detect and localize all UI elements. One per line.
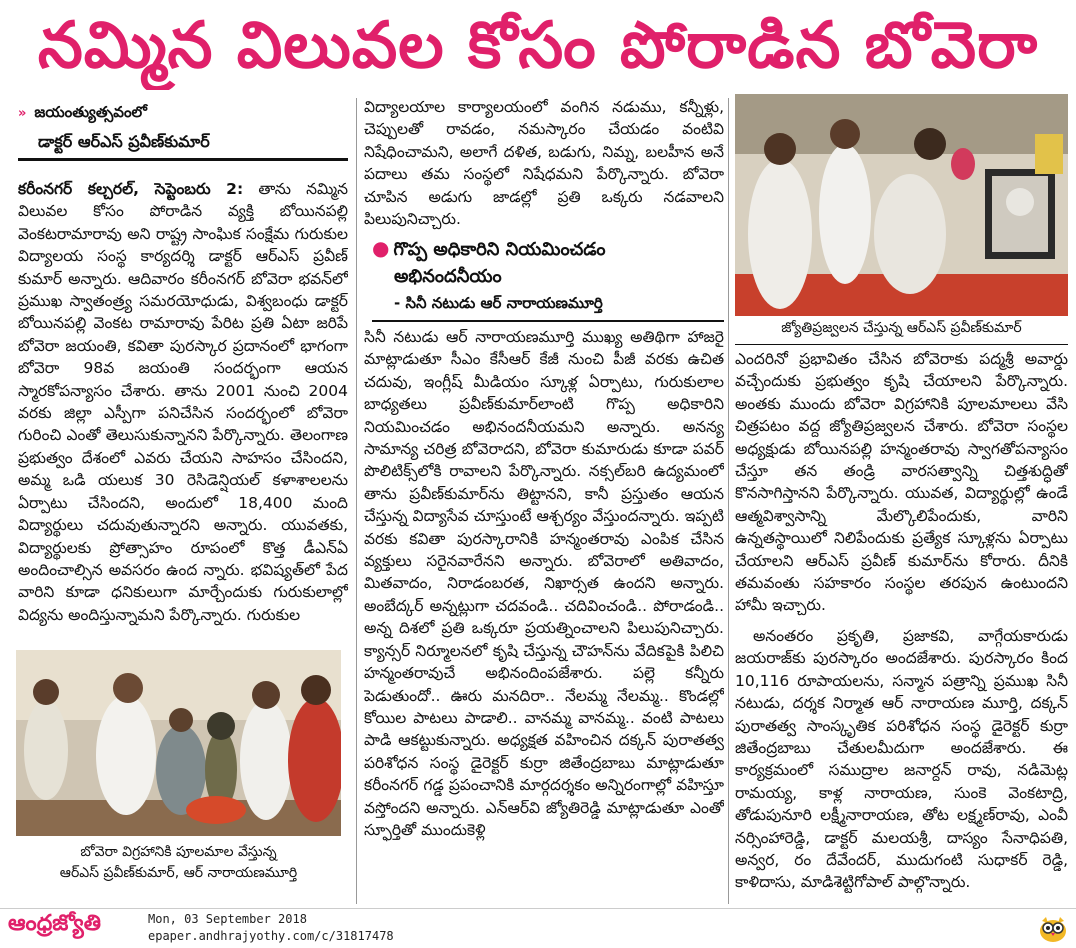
photo-2-caption: జ్యోతిప్రజ్వలన చేస్తున్న ఆర్ఎస్ ప్రవీణ్‌కుమార్ [781,320,1022,336]
article-column-1 [18,178,348,640]
bullet-icon: ● [372,236,390,260]
column-1-body: తాను నమ్మిన విలువల కోసం పోరాడిన వ్యక్తి బోయినపల్లి వెంకటరామారావు అని రాష్ట్ర సాంఘిక సంక్షేమ గురుకుల విద్యాలయ సంస్థ కార్యదర్శి డాక్టర్ ఆర్ఎస్ ప్రవీణ్ కుమార్ అన్నారు. ఆదివారం కరీంనగర్ బోవెరా భవన్‌లో ప్రముఖ స్వాతంత్ర్య సమరయోధుడు, విశ్వబంధు డాక్టర్ బోయినపల్లి వెంకట రామారావు పేరిట ప్రతి ఏటా జరిపే బోవెరా జయంతి, కవితా పురస్కార ప్రదానంలో భాగంగా బోవెరా 98వ జయంతి సందర్భంగా ఆయన స్మారకోపన్యాసం చేశారు. తాను 2001 నుంచి 2004 వరకు జిల్లా ఎస్పీగా పనిచేసిన సందర్భంలో బోవెరా గురించి ఎంతో తెలుసుకున్నానని పేర్కొన్నారు. తెలంగాణ ప్రభుత్వం దేశంలో ఎవరు చేయని సాహసం చేసిందని, అమ్మ ఒడి యలుక 30 రెసిడెన్షియల్ కళాశాలలను ఏర్పాటు చేసిందని, అందులో 18,400 మంది విద్యార్థులు చదువుతున్నారని అన్నారు. యువతకు, విద్యార్థులకు ప్రోత్సాహం రూపంలో కొత్త డీఎన్ఏ అందించాల్సిన అవసరం ఉంద న్నారు. భవిష్యత్‌లో పేద వారిని కూడా ధనికులుగా మార్చేందుకు గురుకులాల్లో విద్యను అందిస్తున్నామని పేర్కొన్నారు. గురుకుల [18,180,348,624]
owl-icon[interactable] [1038,915,1068,943]
dateline: కరీంనగర్ కల్చరల్, సెప్టెంబరు 2: [18,180,244,198]
photo-lamp-lighting-image [735,94,1068,316]
article-column-2-top [364,96,724,232]
column-2-top-text: విద్యాలయాల కార్యాలయంలో వంగిన నడుము, కన్నీళ్లు, చెప్పులతో రావడం, నమస్కారం చేయడం వంటివి నిషేధించామని, అలాగే దళిత, బడుగు, నిమ్న, బలహీన అనే పదాలు తమ సంస్థలో నిషేధమని పేర్కొన్నారు. బోవెరా చూపిన అడుగు జాడల్లో ప్రతి ఒక్కరు నడవాలని పిలుపునిచ్చారు. [364,98,724,229]
kicker-text: జయంత్యుత్సవంలో [34,103,147,121]
footer [0,908,1076,948]
subhead-line-1 [372,236,605,264]
divider [18,158,348,161]
subhead-1-text: గొప్ప అధికారిని నియమించడం [393,239,606,260]
column-divider [728,98,729,904]
divider [372,320,724,322]
article-column-3 [735,348,1068,904]
double-chevron-icon: » [18,106,27,121]
kicker [18,103,147,125]
column-1-text [18,178,348,626]
photo-1-caption-line-2: ఆర్ఎస్ ప్రవీణ్‌కుమార్, ఆర్ నారాయణమూర్తి [59,865,298,881]
subhead-line-2: అభినందనీయం [394,266,502,287]
photo-1-caption-line-1: బోవెరా విగ్రహానికి పూలమాల వేస్తున్న [80,844,277,860]
photo-1-caption [16,842,341,884]
column-3-paragraph-1: ఎందరినో ప్రభావితం చేసిన బోవెరాకు పద్మశ్రీ అవార్డు వచ్చేందుకు ప్రభుత్వం కృషి చేయాలని పేర్కొన్నారు. అంతకు ముందు బోవెరా విగ్రహానికి పూలమాలలు వేసి చిత్రపటం వద్ద జ్యోతిప్రజ్వలన చేశారు. బోవెరా సంస్థల అధ్యక్షుడు బోయినపల్లి హన్మంతరావు స్వాగతోపన్యాసం చేస్తూ తన తండ్రి వారసత్వాన్ని చిత్తశుద్ధితో కొనసాగిస్తానని పేర్కొన్నారు. యువత, విద్యార్థుల్లో ఉండే ఆత్మవిశ్వాసాన్ని మేల్కొలిపేందుకు, వారిని ఉన్నతస్థాయిలో నిలిపేందుకు ప్రత్యేక స్కూళ్లను ఏర్పాటు చేయాలని ఆర్ఎస్ ప్రవీణ్ కుమార్‌ను కోరారు. దీనికి తమవంతు సహకారం సంస్థల తరపున ఉంటుందని హామీ ఇచ్చారు. [735,350,1068,615]
column-3-paragraph-2: అనంతరం ప్రకృతి, ప్రజాకవి, వాగ్గేయకారుడు జయరాజ్‌కు పురస్కారం అందజేశారు. పురస్కారం కింద 10,116 రూపాయలను, సన్మాన పత్రాన్ని ప్రముఖ సినీ నటుడు, దర్శక నిర్మాత ఆర్ నారాయణ మూర్తి, దక్కన్ పురాతత్వ సాంస్కృతిక పరిశోధన సంస్థ డైరెక్టర్ కుర్రా జితేంద్రబాబు చేతులమీదుగా అందజేశారు. ఈ కార్యక్రమంలో సముద్రాల జనార్దన్ రావు, నడిమెట్ల రామయ్య, కాళ్ల నారాయణ, సుంకె వెంకటాద్రి, తోడుపునూరి లక్ష్మీనారాయణ, తోట లక్ష్మణ్‌రావు, ఎంవీ నర్సింహారెడ్డి, డాక్టర్ మలయశ్రీ, దాస్యం సేనాధిపతి, అన్వర, రం దేవేందర్, ముదుగంటి సుధాకర్ రెడ్డి, కాళిదాసు, మాడిశెట్టిగోపాల్ పాల్గొన్నారు. [735,626,1068,892]
article-column-2 [364,326,724,906]
subhead-attribution: - సినీ నటుడు ఆర్ నారాయణమూర్తి [394,294,603,312]
epaper-link[interactable]: epaper.andhrajyothy.com/c/31817478 [148,929,394,943]
byline: డాక్టర్ ఆర్ఎస్ ప్రవీణ్‌కుమార్ [38,132,210,151]
publication-logo: ఆంధ్రజ్యోతి [8,911,101,936]
edition-date: Mon, 03 September 2018 [148,912,307,926]
column-2-body: సినీ నటుడు ఆర్ నారాయణమూర్తి ముఖ్య అతిథిగా హాజరై మాట్లాడుతూ సీఎం కేసీఆర్ కేజీ నుంచి పీజీ వరకు ఉచిత చదువు, ఇంగ్లీష్ మీడియం స్కూళ్ల ఏర్పాటు, గురుకులాల బాధ్యతలు ప్రవీణ్‌కుమార్‌లాంటి గొప్ప అధికారిని నియమించడం అభినందనీయమని అన్నారు. అనన్య సామాన్య చరిత్ర బోవెరాదని, బోవెరా కుమారుడు కూడా పవర్ పొలిటిక్స్‌లోకి రావాలని పేర్కొన్నారు. నక్సల్‌బరి ఉద్యమంలో తాను ప్రవీణ్‌కుమార్‌ను తిట్టానని, కానీ ప్రస్తుతం ఆయన చేస్తున్న విద్యాసేవ చూస్తుంటే ఆశ్చర్యం వేస్తుందన్నారు. ఇప్పటి వరకు కవితా పురస్కారానికి హన్మంతరావు ఎంపిక చేసిన వ్యక్తులు సరైనవారేనని అన్నారు. బోవెరాలో అతివాదం, మితవాదం, నిరాడంబరత, నిఖార్సత ఉందని అన్నారు. అంబేద్కర్ అన్నట్లుగా చదవండి.. చదివించండి.. పోరాడండి.. అన్న దిశలో ప్రతి ఒక్కరూ ప్రయత్నించాలని పిలుపునిచ్చారు. క్యాన్సర్ నిర్మూలనలో కృషి చేస్తున్న చౌహన్‌ను వేదికపైకి పిలిచి హన్మంతరావుచే అభినందింపజేశారు. పల్లె కన్నీరు పెడుతుందో.. ఊరు మనదిరా.. నేలమ్మ నేలమ్మ.. కొండల్లో కోయిల పాటలు పాడాలి.. వానమ్మ వానమ్మ.. వంటి పాటలు పాడి ఆకట్టుకున్నారు. అధ్యక్షత వహించిన దక్కన్ పురాతత్వ పరిశోధన సంస్థ డైరెక్టర్ కుర్రా జితేంద్రబాబు మాట్లాడుతూ కరీంనగర్ గడ్డ ప్రపంచానికి మార్గదర్శకం అన్నిరంగాల్లో వహిస్తూ వస్తోందని అన్నారు. ఎన్ఆర్‌వి జ్యోతిరెడ్డి మాట్లాడుతూ ఎంతో స్ఫూర్తితో ముందుకెళ్లి [364,328,724,839]
photo-statue-garlanding-image [16,650,341,836]
column-divider [356,98,357,904]
divider [735,344,1068,345]
photo-statue-garlanding [16,650,341,836]
headline: నమ్మిన విలువల కోసం పోరాడిన బోవెరా [37,9,1039,83]
photo-lamp-lighting [735,94,1068,316]
